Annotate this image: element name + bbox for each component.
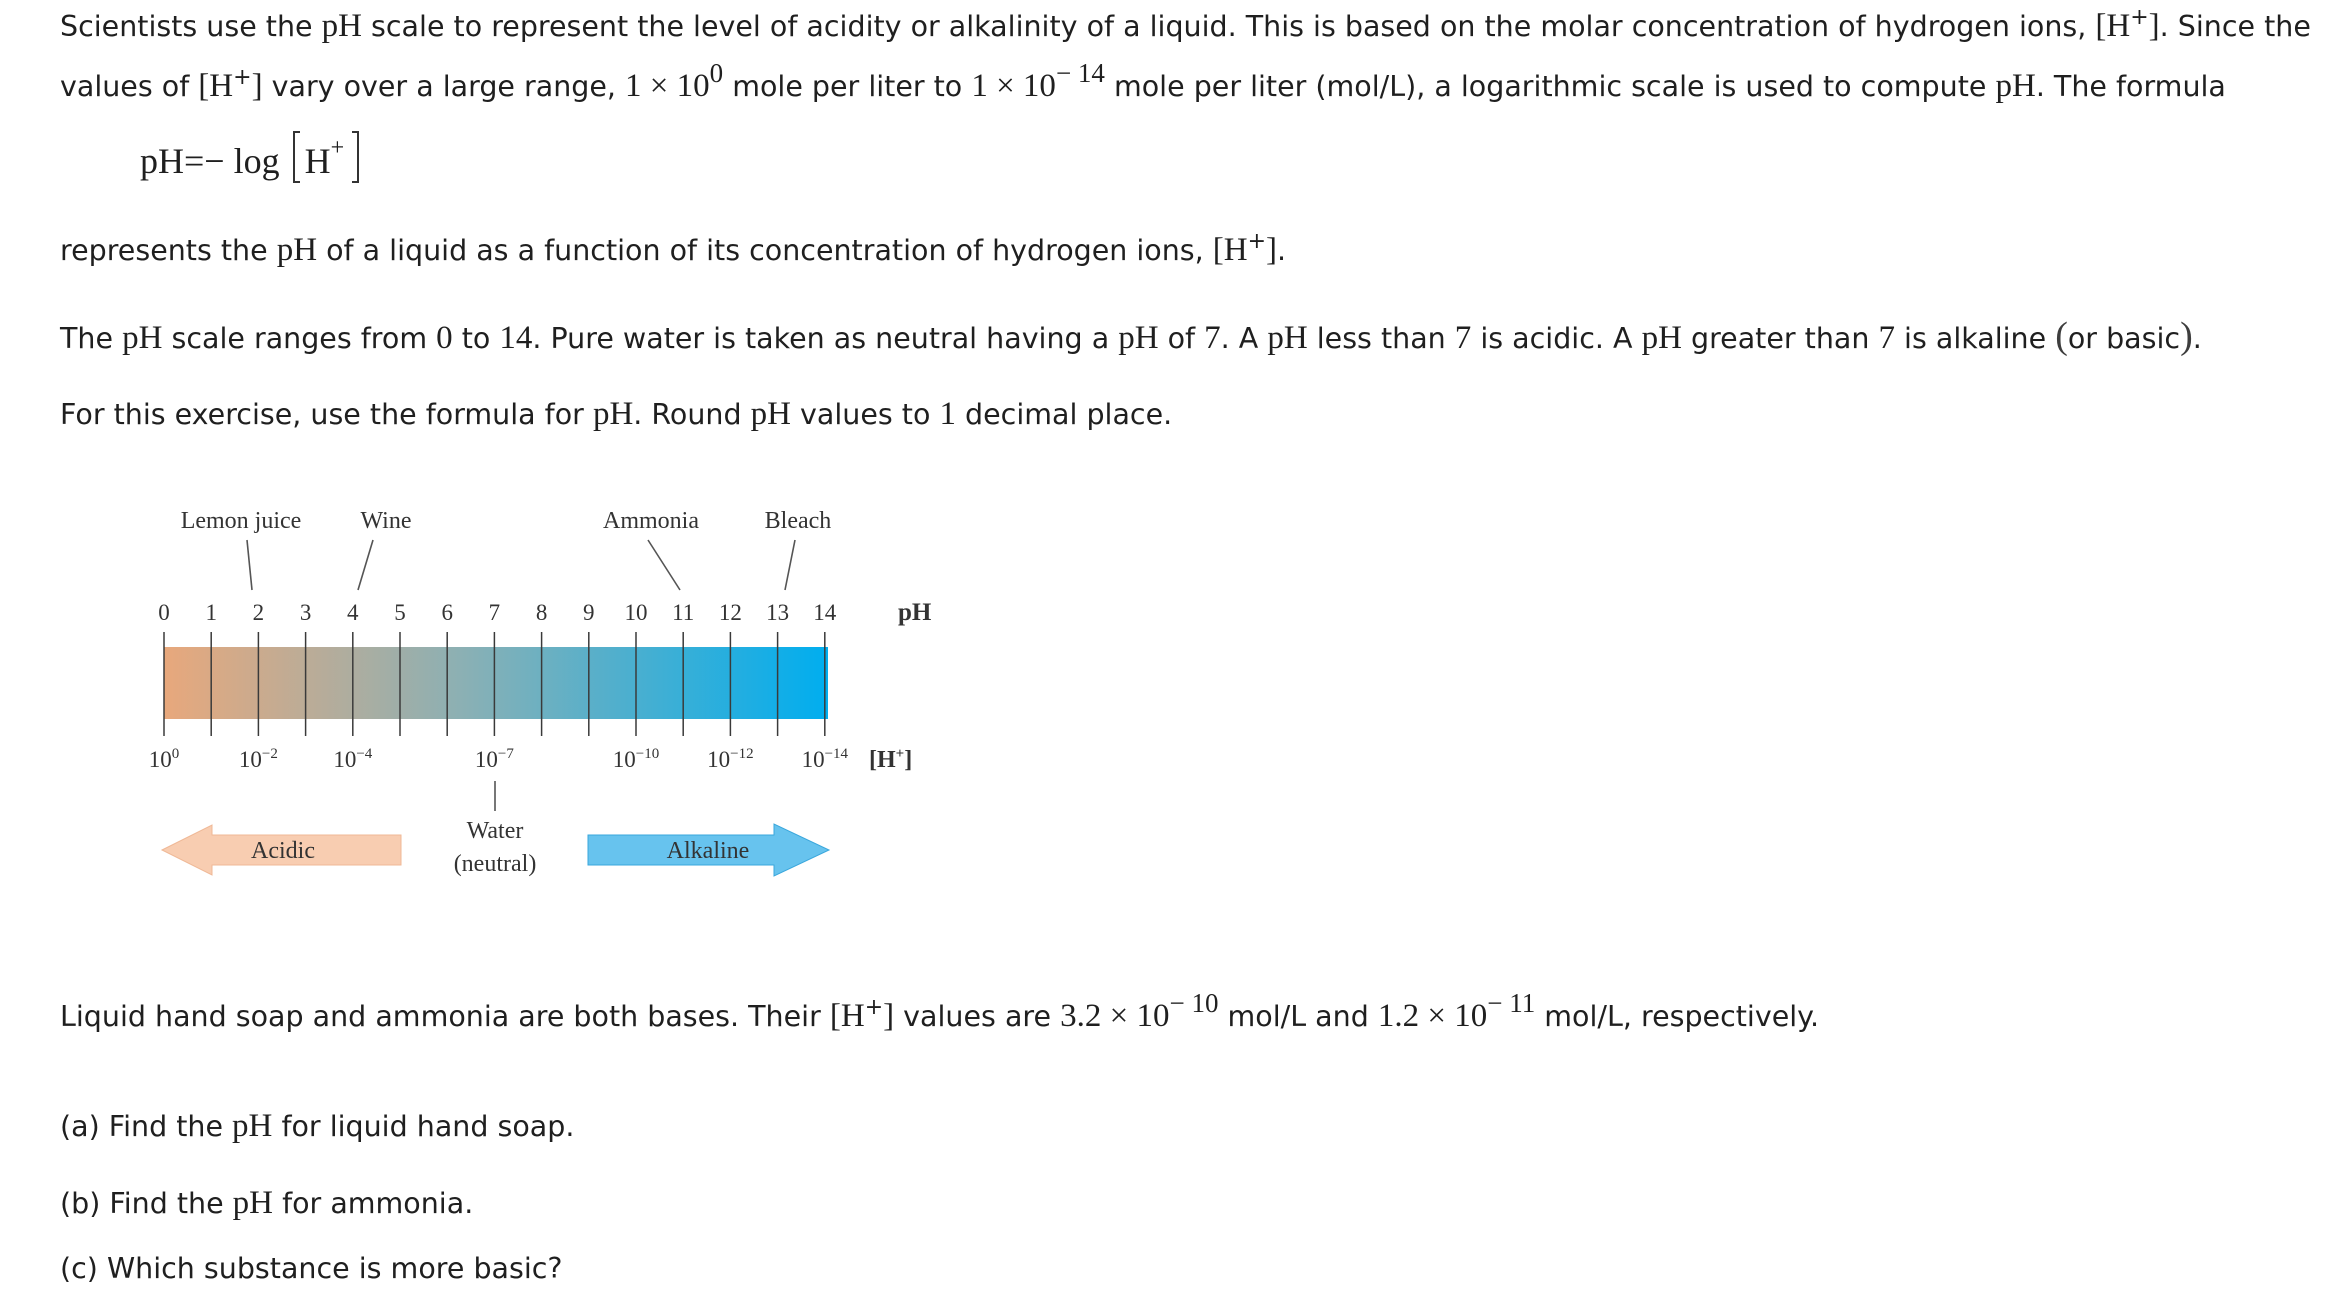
text: For this exercise, use the formula for bbox=[60, 398, 593, 431]
number: 7 bbox=[1454, 320, 1472, 356]
intro-text: mole per liter (mol/L), a logarithmic scale is used to compute bbox=[1104, 70, 1996, 103]
acidic-label: Acidic bbox=[251, 838, 315, 864]
ph-term: pH bbox=[276, 232, 318, 268]
intro-text: . Since the bbox=[2159, 10, 2311, 43]
text: mol/L and bbox=[1218, 1000, 1378, 1033]
concentration-label: $10^{-4}$ bbox=[333, 746, 373, 772]
pointer-ammonia bbox=[648, 540, 680, 590]
text: for ammonia. bbox=[273, 1187, 474, 1220]
intro-text: mole per liter to bbox=[723, 70, 972, 103]
text: . Round bbox=[633, 398, 751, 431]
ph-tick-label-9: 9 bbox=[583, 600, 595, 625]
formula-plus: + bbox=[330, 135, 345, 161]
label-ammonia: Ammonia bbox=[603, 508, 699, 534]
ph-term: pH bbox=[1641, 320, 1682, 356]
ph-term: pH bbox=[1995, 68, 2036, 104]
water-label: Water bbox=[466, 818, 524, 844]
intro-text: values of bbox=[60, 70, 199, 103]
superscript-plus: + bbox=[1247, 229, 1267, 254]
formula-h: H bbox=[304, 141, 331, 181]
text: The bbox=[60, 322, 123, 355]
text: mol/L, respectively. bbox=[1535, 1000, 1820, 1033]
ph-tick-label-3: 3 bbox=[299, 600, 312, 625]
hydrogen-ion-term: [H bbox=[198, 68, 234, 104]
ph-tick-label-8: 8 bbox=[535, 600, 548, 625]
intro-text: Scientists use the bbox=[60, 10, 322, 43]
hydrogen-ion-term: [H bbox=[829, 998, 865, 1034]
ph-tick-label-13: 13 bbox=[766, 600, 790, 625]
ph-axis-label: pH bbox=[898, 599, 932, 626]
concentration-labels bbox=[149, 746, 849, 772]
ammonia-concentration: 1.2 × 10 bbox=[1377, 998, 1488, 1034]
hydrogen-ion-term: [H bbox=[1212, 232, 1248, 268]
ph-tick-label-6: 6 bbox=[441, 600, 453, 625]
text: represents the bbox=[60, 234, 277, 267]
ph-tick-label-0: 0 bbox=[158, 600, 170, 625]
concentration-label: $10^{-12}$ bbox=[707, 746, 754, 772]
text: for liquid hand soap. bbox=[272, 1110, 575, 1143]
ph-tick-label-10: 10 bbox=[624, 600, 648, 625]
ph-tick-labels bbox=[158, 600, 837, 625]
text: . A bbox=[1220, 322, 1268, 355]
question-a bbox=[60, 1108, 574, 1145]
ph-tick-label-11: 11 bbox=[672, 600, 695, 625]
formula-lhs: pH=− log bbox=[140, 141, 280, 181]
text: less than bbox=[1307, 322, 1455, 355]
concentration-label: $10^{-7}$ bbox=[474, 746, 514, 772]
superscript-plus: + bbox=[233, 65, 252, 90]
ph-term: pH bbox=[1267, 320, 1308, 356]
text: (b) Find the bbox=[60, 1187, 233, 1220]
text: . bbox=[2192, 322, 2202, 355]
ph-tick-label-5: 5 bbox=[394, 600, 406, 625]
text: values to bbox=[790, 398, 940, 431]
text: decimal place. bbox=[955, 398, 1173, 431]
bracket: ] bbox=[1266, 232, 1278, 268]
intro-text: scale to represent the level of acidity or alkalinity of a liquid. This is based on the molar concentration of hydrogen ions, bbox=[361, 10, 2096, 43]
text: values are bbox=[894, 1000, 1061, 1033]
concentration-axis-label bbox=[869, 746, 912, 773]
label-bleach: Bleach bbox=[764, 508, 832, 534]
text: of a liquid as a function of its concentration of hydrogen ions, bbox=[317, 234, 1213, 267]
ph-term: pH bbox=[592, 396, 634, 432]
concentration-label: $10^{-2}$ bbox=[238, 746, 278, 772]
text: to bbox=[452, 322, 500, 355]
range-low: 1 × 10 bbox=[625, 68, 710, 104]
soap-concentration: 3.2 × 10 bbox=[1060, 998, 1170, 1034]
question-c bbox=[60, 1252, 563, 1285]
number: 7 bbox=[1204, 320, 1221, 356]
superscript-plus: + bbox=[864, 995, 884, 1020]
concentration-label: $10^{-10}$ bbox=[612, 746, 660, 772]
number: 1 bbox=[939, 396, 956, 432]
text: is acidic. A bbox=[1471, 322, 1642, 355]
text: . Pure water is taken as neutral having a bbox=[532, 322, 1119, 355]
ph-term: pH bbox=[750, 396, 791, 432]
soap-exponent: − 10 bbox=[1169, 988, 1219, 1018]
ph-tick-label-12: 12 bbox=[718, 600, 742, 625]
intro-text: vary over a large range, bbox=[262, 70, 626, 103]
ph-term: pH bbox=[232, 1185, 274, 1221]
ph-tick-label-1: 1 bbox=[205, 600, 217, 625]
ph-term: pH bbox=[122, 320, 163, 356]
number: 0 bbox=[436, 320, 453, 356]
ph-gradient-bar bbox=[164, 647, 828, 719]
text: (a) Find the bbox=[60, 1110, 233, 1143]
text: of bbox=[1158, 322, 1205, 355]
text: is alkaline bbox=[1894, 322, 2056, 355]
alkaline-label: Alkaline bbox=[666, 838, 750, 864]
ph-tick-label-14: 14 bbox=[813, 600, 837, 625]
text: Liquid hand soap and ammonia are both bases. Their bbox=[60, 1000, 830, 1033]
number: 7 bbox=[1878, 320, 1895, 356]
problem-statement bbox=[60, 988, 1820, 1035]
ph-tick-label-2: 2 bbox=[252, 600, 265, 625]
range-low-exponent: 0 bbox=[709, 58, 724, 88]
text: greater than bbox=[1681, 322, 1879, 355]
pointer-bleach bbox=[785, 540, 795, 590]
question-b bbox=[60, 1185, 473, 1222]
range-high: 1 × 10 bbox=[971, 68, 1056, 104]
paren: ) bbox=[2180, 315, 2193, 357]
pointer-wine bbox=[358, 540, 373, 590]
hydrogen-ion-term: [H bbox=[2095, 8, 2131, 44]
bracket: ] bbox=[883, 998, 895, 1034]
paren: ( bbox=[2055, 315, 2068, 357]
conc-label-plus: + bbox=[895, 746, 905, 762]
ph-term: pH bbox=[1118, 320, 1159, 356]
superscript-plus: + bbox=[2130, 5, 2149, 30]
concentration-label: $10^0$ bbox=[148, 746, 180, 772]
ammonia-exponent: − 11 bbox=[1487, 988, 1536, 1018]
ph-tick-label-4: 4 bbox=[347, 600, 359, 625]
label-wine: Wine bbox=[360, 508, 412, 534]
bracket: ] bbox=[251, 68, 263, 104]
bracket: ] bbox=[2148, 8, 2160, 44]
number: 14 bbox=[499, 320, 533, 356]
label-lemon-juice: Lemon juice bbox=[180, 508, 302, 534]
concentration-label: $10^{-14}$ bbox=[801, 746, 849, 772]
text: scale ranges from bbox=[162, 322, 437, 355]
intro-text: . The formula bbox=[2035, 70, 2226, 103]
ph-term: pH bbox=[321, 8, 362, 44]
neutral-label: (neutral) bbox=[453, 851, 537, 877]
range-high-exponent: − 14 bbox=[1055, 58, 1105, 88]
conc-label-h: [H bbox=[869, 747, 896, 773]
conc-label-bracket: ] bbox=[904, 747, 913, 773]
ph-term: pH bbox=[232, 1108, 273, 1144]
pointer-lemon-juice bbox=[247, 540, 252, 590]
text: . bbox=[1277, 234, 1287, 267]
ph-tick-label-7: 7 bbox=[488, 600, 501, 625]
text: (c) Which substance is more basic? bbox=[60, 1252, 563, 1285]
text: or basic bbox=[2067, 322, 2181, 355]
